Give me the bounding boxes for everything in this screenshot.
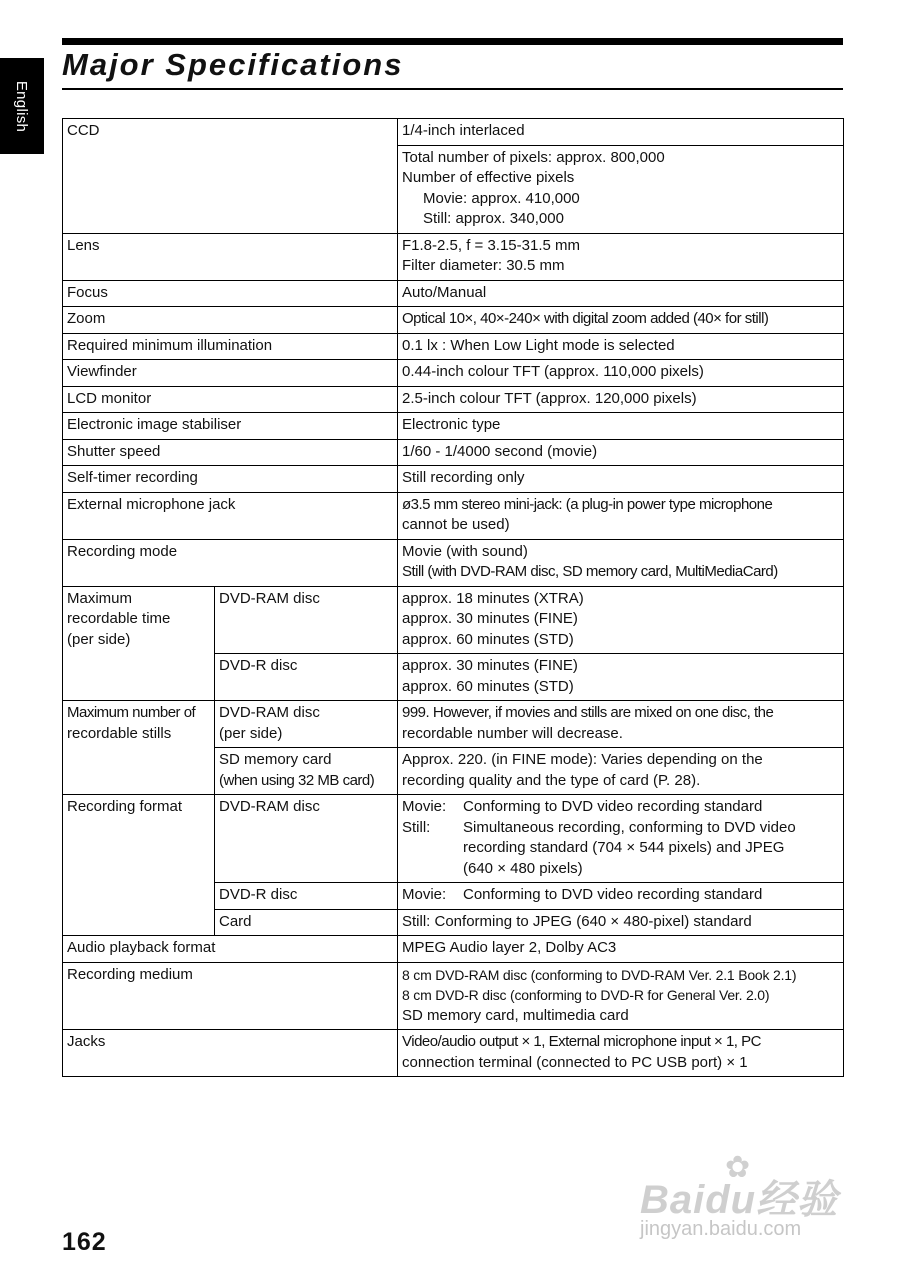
table-row xyxy=(63,1030,844,1077)
watermark-logo: Baidu经验 xyxy=(640,1178,839,1222)
table-row xyxy=(63,492,844,539)
table-row xyxy=(63,795,844,883)
table-row xyxy=(63,360,844,387)
spec-value: Total number of pixels: approx. 800,000 Number of effective pixels Movie: approx. 410,000 Still: approx. 340,000 xyxy=(398,145,844,233)
spec-label-max-recordable-stills: Maximum number of recordable stills xyxy=(63,701,215,795)
watermark xyxy=(640,1150,850,1245)
spec-label-max-recordable-time: Maximum recordable time (per side) xyxy=(63,586,215,701)
spec-label-focus: Focus xyxy=(63,280,398,307)
spec-label-lcd-monitor: LCD monitor xyxy=(63,386,398,413)
spec-value: 8 cm DVD-RAM disc (conforming to DVD-RAM Ver. 2.1 Book 2.1) 8 cm DVD-R disc (conforming to DVD-R for General Ver. 2.0) SD memory card, multimedia card xyxy=(398,962,844,1030)
spec-value: 2.5-inch colour TFT (approx. 120,000 pixels) xyxy=(398,386,844,413)
spec-value: MPEG Audio layer 2, Dolby AC3 xyxy=(398,936,844,963)
page-title: Major Specifications xyxy=(62,47,404,82)
spec-value: Still: Conforming to JPEG (640 × 480-pixel) standard xyxy=(398,909,844,936)
specifications-table xyxy=(62,118,844,1077)
spec-label-lens: Lens xyxy=(63,233,398,280)
spec-label-audio-playback: Audio playback format xyxy=(63,936,398,963)
spec-label-recording-medium: Recording medium xyxy=(63,962,398,1030)
header-rule-thin xyxy=(62,88,843,90)
spec-label-recording-mode: Recording mode xyxy=(63,539,398,586)
spec-value: Movie: Conforming to DVD video recording standard Still: Simultaneous recording, conforming to DVD video recording standard (704 × 544 pixels) and JPEG (640 × 480 pixels) xyxy=(398,795,844,883)
table-row xyxy=(63,307,844,334)
table-row xyxy=(63,439,844,466)
spec-sublabel: DVD-RAM disc xyxy=(215,795,398,883)
spec-label-zoom: Zoom xyxy=(63,307,398,334)
spec-sublabel: DVD-R disc xyxy=(215,883,398,910)
table-row xyxy=(63,962,844,1030)
spec-label-jacks: Jacks xyxy=(63,1030,398,1077)
spec-value: approx. 18 minutes (XTRA) approx. 30 minutes (FINE) approx. 60 minutes (STD) xyxy=(398,586,844,654)
spec-value: ø3.5 mm stereo mini-jack: (a plug-in power type microphone cannot be used) xyxy=(398,492,844,539)
table-row xyxy=(63,586,844,654)
spec-value: 0.1 lx : When Low Light mode is selected xyxy=(398,333,844,360)
spec-value: 1/60 - 1/4000 second (movie) xyxy=(398,439,844,466)
spec-label-microphone-jack: External microphone jack xyxy=(63,492,398,539)
spec-value: 1/4-inch interlaced xyxy=(398,119,844,146)
language-tab-label: English xyxy=(13,80,31,132)
spec-sublabel: DVD-RAM disc (per side) xyxy=(215,701,398,748)
spec-value: approx. 30 minutes (FINE) approx. 60 minutes (STD) xyxy=(398,654,844,701)
spec-value: 999. However, if movies and stills are mixed on one disc, the recordable number will decrease. xyxy=(398,701,844,748)
spec-value: 0.44-inch colour TFT (approx. 110,000 pixels) xyxy=(398,360,844,387)
paw-icon: ✿ xyxy=(725,1151,751,1184)
table-row xyxy=(63,701,844,748)
table-row xyxy=(63,539,844,586)
spec-label-shutter-speed: Shutter speed xyxy=(63,439,398,466)
spec-value: F1.8-2.5, f = 3.15-31.5 mm Filter diameter: 30.5 mm xyxy=(398,233,844,280)
spec-label-recording-format: Recording format xyxy=(63,795,215,936)
table-row xyxy=(63,413,844,440)
spec-value: Electronic type xyxy=(398,413,844,440)
table-row xyxy=(63,936,844,963)
spec-value: Approx. 220. (in FINE mode): Varies depending on the recording quality and the type of card (P. 28). xyxy=(398,748,844,795)
spec-value: Auto/Manual xyxy=(398,280,844,307)
table-row xyxy=(63,386,844,413)
watermark-site: jingyan.baidu.com xyxy=(640,1218,802,1240)
spec-value: Movie (with sound) Still (with DVD-RAM disc, SD memory card, MultiMediaCard) xyxy=(398,539,844,586)
header-rule-thick xyxy=(62,38,843,45)
table-row xyxy=(63,466,844,493)
language-tab xyxy=(0,58,44,154)
spec-value: Movie: Conforming to DVD video recording standard xyxy=(398,883,844,910)
spec-label-illumination: Required minimum illumination xyxy=(63,333,398,360)
spec-sublabel: DVD-R disc xyxy=(215,654,398,701)
spec-label-self-timer: Self-timer recording xyxy=(63,466,398,493)
spec-value: Still recording only xyxy=(398,466,844,493)
spec-value: Optical 10×, 40×-240× with digital zoom added (40× for still) xyxy=(398,307,844,334)
spec-value: Video/audio output × 1, External microphone input × 1, PC connection terminal (connected to PC USB port) × 1 xyxy=(398,1030,844,1077)
table-row xyxy=(63,119,844,146)
table-row xyxy=(63,280,844,307)
spec-sublabel: DVD-RAM disc xyxy=(215,586,398,654)
spec-sublabel: Card xyxy=(215,909,398,936)
page-number: 162 xyxy=(62,1228,107,1256)
spec-label-stabiliser: Electronic image stabiliser xyxy=(63,413,398,440)
table-row xyxy=(63,333,844,360)
spec-sublabel: SD memory card (when using 32 MB card) xyxy=(215,748,398,795)
table-row xyxy=(63,233,844,280)
spec-label-viewfinder: Viewfinder xyxy=(63,360,398,387)
spec-label-ccd: CCD xyxy=(63,119,398,234)
